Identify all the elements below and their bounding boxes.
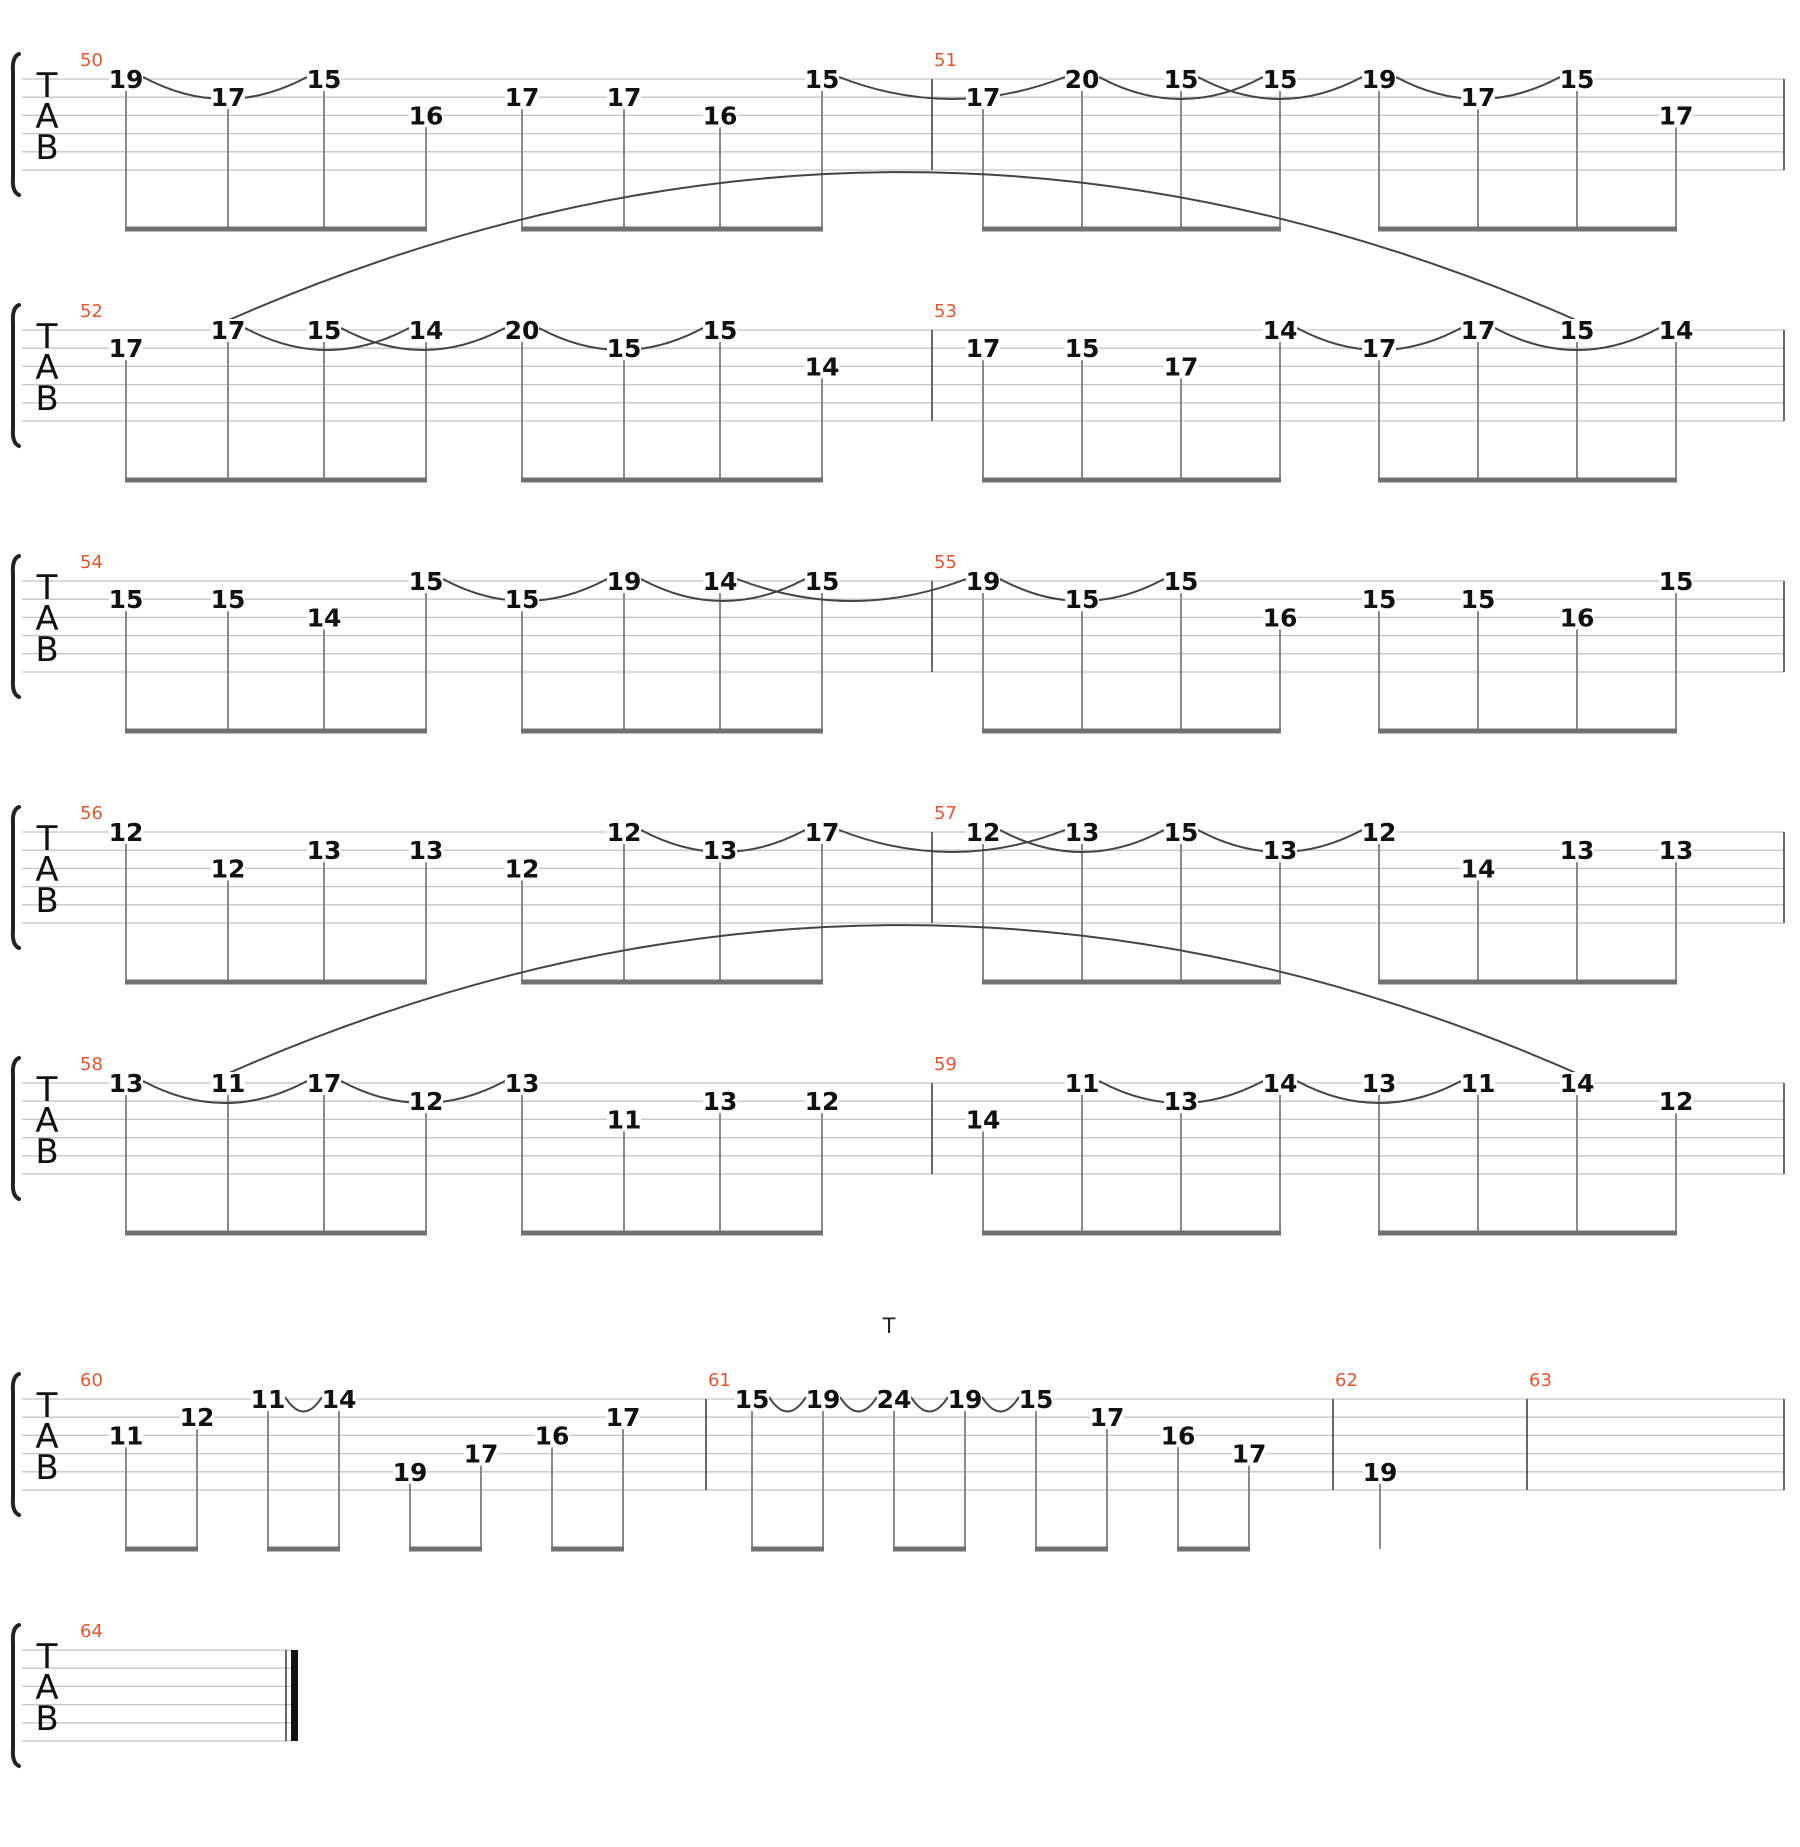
fret-number: 14 [306, 603, 342, 633]
fret-number: 15 [1658, 567, 1694, 596]
fret-number: 13 [702, 1087, 738, 1117]
fret-number: 14 [1262, 316, 1298, 345]
slurs-layer [143, 77, 1659, 1412]
fret-number: 15 [1163, 818, 1199, 847]
fret-number: 11 [1064, 1069, 1100, 1098]
fret-number: 14 [965, 1105, 1001, 1135]
fret-number: 15 [210, 585, 246, 615]
measure-number: 59 [934, 1054, 957, 1075]
measure-number: 64 [80, 1621, 103, 1642]
fret-number: 11 [606, 1105, 642, 1135]
fret-number: 13 [1262, 836, 1298, 866]
fret-number: 16 [534, 1421, 570, 1451]
measure-number: 51 [934, 50, 957, 71]
fret-number: 19 [1362, 1457, 1398, 1487]
fret-number: 15 [606, 334, 642, 364]
staff-bracket [13, 556, 19, 697]
measure-number: 61 [708, 1370, 731, 1391]
fret-number: 20 [504, 316, 540, 345]
measure-number: 58 [80, 1054, 103, 1075]
measure-number: 55 [934, 552, 957, 573]
fret-number: 15 [1064, 585, 1100, 615]
fret-number: 13 [1064, 818, 1100, 847]
tab-clef-letter: T [36, 568, 58, 608]
tab-clef-letter: B [35, 128, 59, 168]
measure-number: 56 [80, 803, 103, 824]
fret-number: 17 [1089, 1403, 1125, 1433]
fret-number: 15 [1262, 65, 1298, 94]
tab-clef-letter: A [35, 97, 59, 137]
fret-number: 17 [1460, 316, 1496, 345]
technique-mark: T [882, 1314, 896, 1338]
staff-bracket [13, 1374, 19, 1515]
fret-number: 15 [306, 316, 342, 345]
tab-clef-letter: A [35, 1668, 59, 1708]
fret-number: 15 [408, 567, 444, 596]
fret-number: 12 [210, 854, 246, 884]
fret-number: 15 [702, 316, 738, 345]
fret-number: 15 [1163, 65, 1199, 94]
fret-number: 11 [108, 1421, 144, 1451]
fret-number: 15 [1460, 585, 1496, 615]
tab-clef-letter: B [35, 1132, 59, 1172]
staff-bracket [13, 305, 19, 446]
fret-number: 24 [876, 1385, 912, 1414]
measure-number: 53 [934, 301, 957, 322]
fret-number: 14 [1559, 1069, 1595, 1098]
fret-number: 16 [1160, 1421, 1196, 1451]
tab-clef-letter: T [36, 819, 58, 859]
fret-number: 14 [408, 316, 444, 345]
fret-number: 12 [179, 1403, 215, 1433]
fret-number: 14 [1658, 316, 1694, 345]
tab-clef-letter: A [35, 1417, 59, 1457]
fret-number: 13 [1559, 836, 1595, 866]
fret-number: 17 [210, 316, 246, 345]
fret-number: 17 [965, 334, 1001, 364]
tab-clef-letter: B [35, 881, 59, 921]
fret-number: 15 [1018, 1385, 1054, 1414]
fret-number: 17 [108, 334, 144, 364]
tab-clef-letter: B [35, 630, 59, 670]
tab-clef-letter: B [35, 1448, 59, 1488]
fret-number: 17 [306, 1069, 342, 1098]
fret-number: 17 [605, 1403, 641, 1433]
tab-clef-letter: A [35, 850, 59, 890]
fret-number: 17 [210, 83, 246, 113]
fret-number: 12 [1658, 1087, 1694, 1117]
tab-clef-letter: A [35, 599, 59, 639]
fret-number: 15 [306, 65, 342, 94]
stems-layer [125, 91, 1677, 1549]
staff-bracket [13, 54, 19, 195]
tab-clef-letter: T [36, 66, 58, 106]
fret-number: 17 [606, 83, 642, 113]
fret-number: 16 [408, 101, 444, 131]
fret-number: 15 [1361, 585, 1397, 615]
fret-number: 17 [1231, 1439, 1267, 1469]
fret-number: 13 [1361, 1069, 1397, 1098]
fret-number: 14 [1262, 1069, 1298, 1098]
staff-bracket [13, 807, 19, 948]
measure-number: 60 [80, 1370, 103, 1391]
fret-number: 17 [1460, 83, 1496, 113]
fret-number: 19 [805, 1385, 841, 1414]
fret-number: 17 [1361, 334, 1397, 364]
fret-number: 14 [321, 1385, 357, 1414]
fret-number: 19 [606, 567, 642, 596]
tab-clef-letter: A [35, 348, 59, 388]
fret-number: 19 [1361, 65, 1397, 94]
tab-clef-letter: B [35, 379, 59, 419]
final-barline-thick [291, 1650, 298, 1741]
fret-number: 15 [1163, 567, 1199, 596]
slur-arc [839, 830, 1065, 852]
fret-number: 20 [1064, 65, 1100, 94]
fret-number: 17 [504, 83, 540, 113]
staff-bracket [13, 1625, 19, 1766]
fret-number: 13 [306, 836, 342, 866]
measure-number: 63 [1529, 1370, 1552, 1391]
fret-number: 15 [1064, 334, 1100, 364]
tab-clef-letter: T [36, 1386, 58, 1426]
fret-number: 17 [965, 83, 1001, 113]
fret-number: 14 [1460, 854, 1496, 884]
fret-number: 17 [1658, 101, 1694, 131]
fret-number: 14 [804, 352, 840, 382]
measure-number: 52 [80, 301, 103, 322]
fret-number: 15 [504, 585, 540, 615]
fret-number: 11 [210, 1069, 246, 1098]
measure-number: 62 [1335, 1370, 1358, 1391]
fret-number: 13 [408, 836, 444, 866]
measure-number: 54 [80, 552, 103, 573]
slur-arc [211, 172, 1594, 328]
fret-number: 12 [1361, 818, 1397, 847]
tab-clef-letter: A [35, 1101, 59, 1141]
fret-number: 12 [804, 1087, 840, 1117]
fret-number: 13 [504, 1069, 540, 1098]
tab-clef-letter: T [36, 317, 58, 357]
fret-number: 15 [804, 567, 840, 596]
fret-number: 17 [1163, 352, 1199, 382]
fret-number: 17 [804, 818, 840, 847]
fret-number: 15 [1559, 316, 1595, 345]
staff-bracket [13, 1058, 19, 1199]
tab-clef-letter: T [36, 1637, 58, 1677]
fret-number: 16 [1559, 603, 1595, 633]
measure-number: 57 [934, 803, 957, 824]
fret-number: 19 [965, 567, 1001, 596]
fret-number: 19 [108, 65, 144, 94]
fret-number: 15 [734, 1385, 770, 1414]
staff-layer [13, 54, 1784, 1766]
fret-number: 15 [804, 65, 840, 94]
fret-number: 15 [1559, 65, 1595, 94]
fret-number: 19 [947, 1385, 983, 1414]
fret-number: 12 [965, 818, 1001, 847]
fret-number: 16 [702, 101, 738, 131]
fret-number: 12 [504, 854, 540, 884]
fret-number: 11 [250, 1385, 286, 1414]
fret-number: 14 [702, 567, 738, 596]
slur-arc [211, 925, 1594, 1081]
fret-number: 12 [606, 818, 642, 847]
fret-number: 13 [108, 1069, 144, 1098]
fret-number: 13 [1658, 836, 1694, 866]
tab-clef-letter: B [35, 1699, 59, 1739]
tab-clef-letter: T [36, 1070, 58, 1110]
fret-number: 13 [1163, 1087, 1199, 1117]
text-layer [35, 50, 1693, 1739]
fret-number: 13 [702, 836, 738, 866]
fret-number: 17 [463, 1439, 499, 1469]
fret-number: 19 [392, 1457, 428, 1487]
fret-number: 11 [1460, 1069, 1496, 1098]
measure-number: 50 [80, 50, 103, 71]
fret-number: 12 [408, 1087, 444, 1117]
slur-arc [839, 77, 1065, 99]
fret-number: 12 [108, 818, 144, 847]
fret-number: 15 [108, 585, 144, 615]
fret-number: 16 [1262, 603, 1298, 633]
